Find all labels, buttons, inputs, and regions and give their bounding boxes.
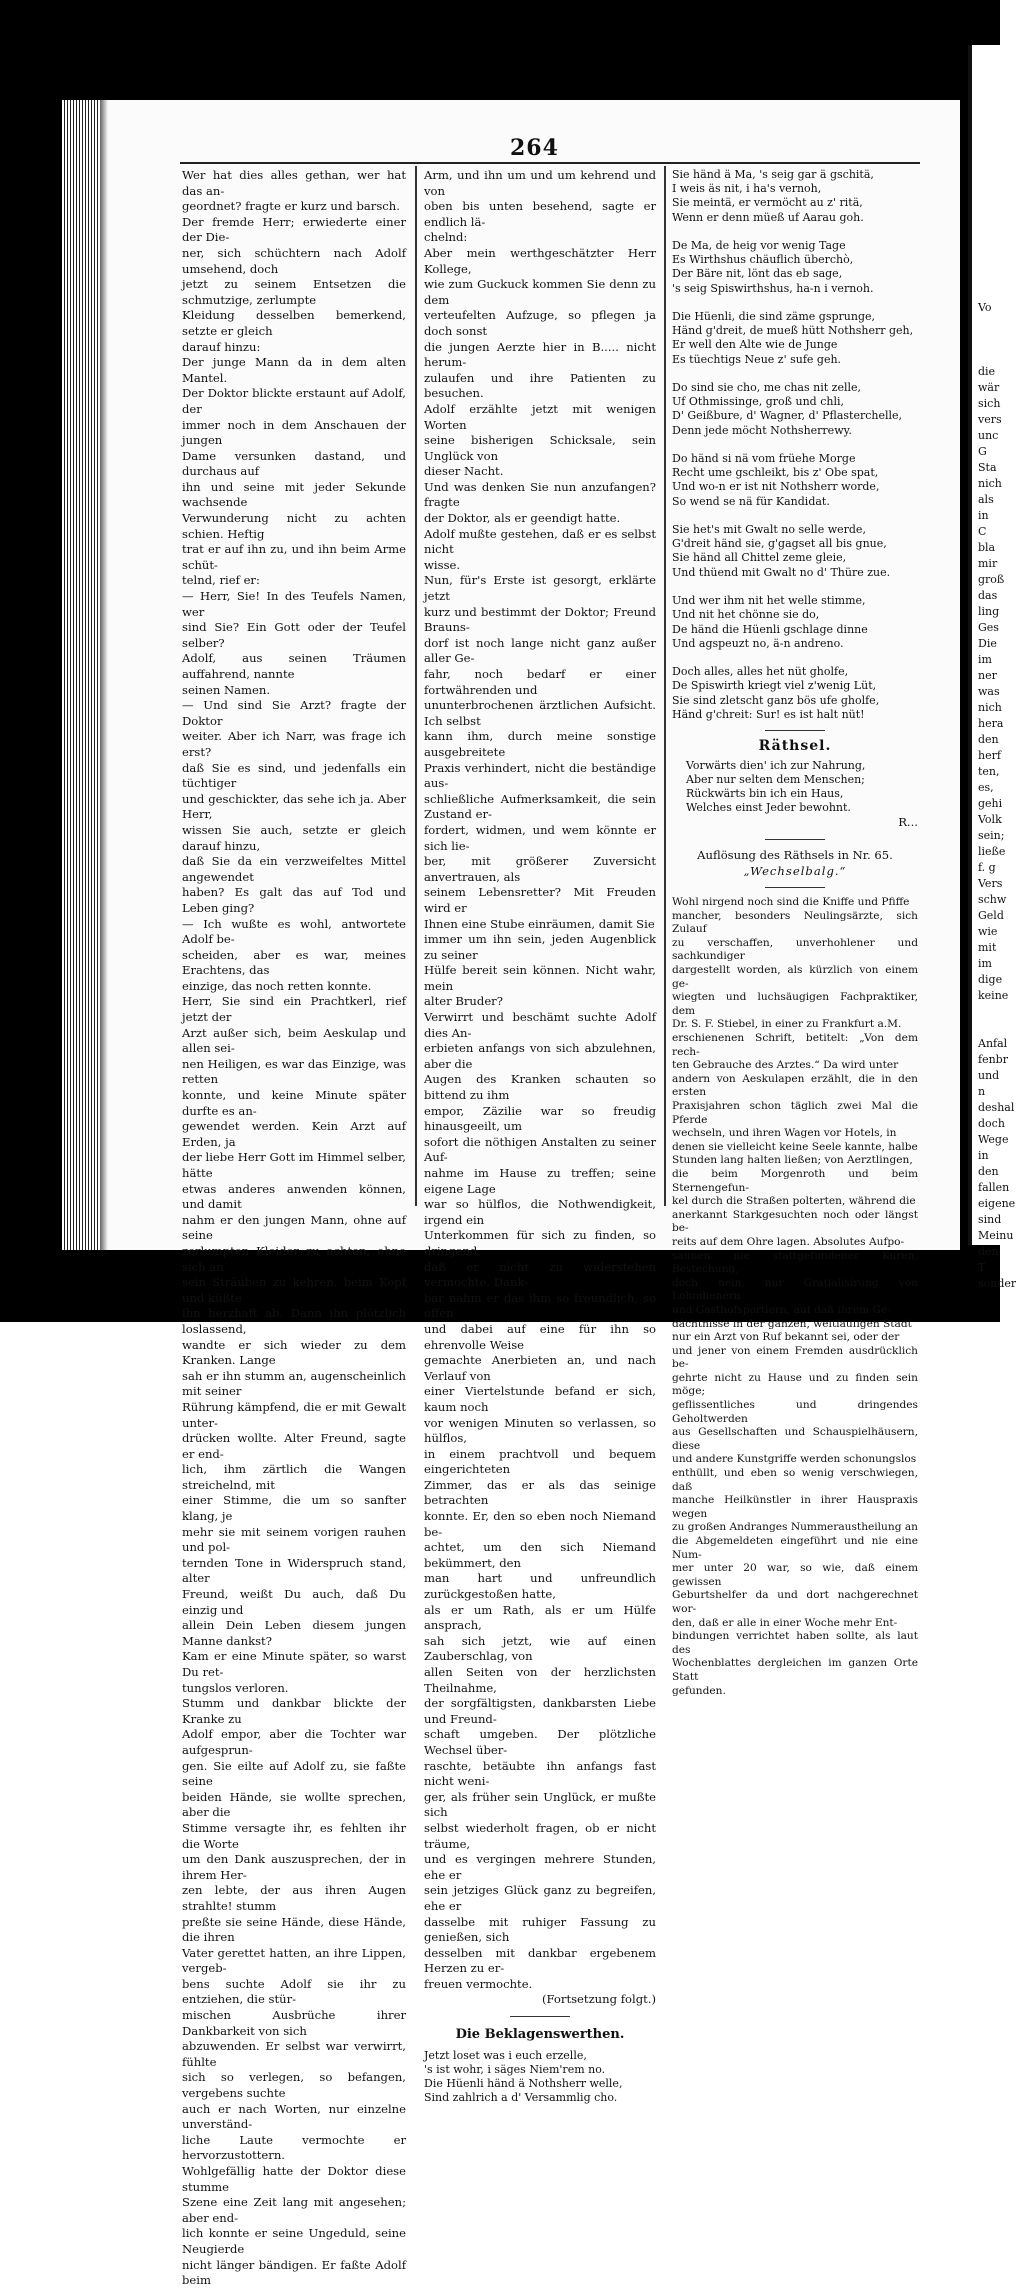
column-divider-1 [415,166,417,1206]
column-3 [672,168,918,1698]
paragraph: — Ich wußte es wohl, antwortete Adolf be- scheiden, aber es war, meines Erachtens, das einzige, das noch retten konnte. [182,916,406,993]
scan-background-left [0,0,62,1322]
riddle-signature: R... [898,815,918,830]
paragraph: Nun, für's Erste ist gesorgt, erklärte jetzt kurz und bestimmt der Doktor; Freund Brauns- dorf ist noch lange nicht ganz außer aller Ge- fahr, noch bedarf er einer fortwährenden und ununterbrochenen ärztlichen Aufsicht. Ich selbst kann ihm, durch meine sonstige ausgebreitete Praxis verhindert, nicht die beständige aus- schließliche Aufmerksamkeit, die sein Zustand er- fordert, widmen, und wem könnte er sich lie- ber, mit größerer Zuversicht anvertrauen, als seinem Lebensretter? Mit Freuden wird er Ihnen eine Stube einräumen, damit Sie immer um ihn sein, jeden Augenblick zu seiner Hülfe bereit sein können. Nicht wahr, mein alter Bruder? [424,573,656,1009]
paragraph: — Und sind Sie Arzt? fragte der Doktor weiter. Aber ich Narr, was frage ich erst? daß Sie es sind, und jedenfalls ein tüchtiger und geschickter, das sehe ich ja. Aber Herr, wissen Sie auch, setzte er gleich darauf hinzu, daß Sie da ein verzweifeltes Mittel angewendet haben? Es galt das auf Tod und Leben ging? [182,698,406,915]
column-1 [182,168,406,2289]
column-2 [424,168,656,2105]
scan-background-top [0,0,1000,100]
solution-heading: Auflösung des Räthsels in Nr. 65. [697,847,893,862]
paragraph: Der fremde Herr; erwiederte einer der Die- ner, sich schüchtern nach Adolf umsehend, doch jetzt zu seinem Entsetzen die schmutzige, zerlumpte Kleidung desselben bemerkend, setzte er gleich darauf hinzu: [182,214,406,354]
riddle-text: Vorwärts dien' ich zur Nahrung, Aber nur selten dem Menschen; Rückwärts bin ich ein Haus, Welches einst Jeder bewohnt. [686,758,866,815]
paragraph: Arm, und ihn um und um kehrend und von oben bis unten besehend, sagte er endlich lä- chelnd: [424,168,656,245]
paragraph: Wer hat dies alles gethan, wer hat das an- geordnet? fragte er kurz und barsch. [182,168,406,214]
facing-page-text: Vo die wär sich vers unc G Sta nich als in C bla mir groß das ling Ges Die im ner was nich hera den herf ten, es, gehi Volk sein; ließe f. g Vers schw Geld wie mit im dige keine Anfal fenbr und n deshal doch Wege in den fallen eigene sind Meinu den T sonder [978,301,1016,1290]
article-paragraph: Wohl nirgend noch sind die Kniffe und Pfiffe mancher, besonders Neulingsärzte, sich Zulauf zu verschaffen, unverhohlener und sachkundiger dargestellt worden, als kürzlich von einem ge- wiegten und luchsäugigen Fachpraktiker, dem Dr. S. F. Stiebel, in einer zu Frankfurt a.M. erschienenen Schrift, betitelt: „Von dem rech- ten Gebrauche des Arztes.“ Da wird unter andern von Aeskulapen erzählt, die in den ersten Praxisjahren schon täglich zwei Mal die Pferde wechseln, und ihren Wagen vor Hotels, in denen sie vielleicht keine Seele kannte, halbe Stunden lang halten ließen; von Aerztlingen, die beim Morgenroth und beim Sternengefun- kel durch die Straßen polterten, während die anerkannt Starkgesuchten noch oder längst be- reits auf dem Ohre lagen. Absolutes Aufpo- saunen nie stattgefundener Kuren, Bestechung, doch nein, nur Gratialisirung von Lohndienern und Gasthofsportiern, auf daß ihrem Ge- dächtnisse in der ganzen, weitläufigen Stadt nur ein Arzt von Ruf bekannt sei, oder der und jener von einem Fremden ausdrücklich be- gehrte nicht zu Hause und zu finden sein möge; geflissentliches und dringendes Geholtwerden aus Gesellschaften und Schauspielhäusern, diese und andere Kunstgriffe werden schonungslos enthüllt, und eben so wenig verschwiegen, daß manche Heilkünstler in ihrer Hauspraxis wegen zu großen Andranges Nummeraustheilung an die Abgemeldeten eingeführt und nie eine Num- mer unter 20 war, so wie, daß einem gewissen Geburtshelfer da und dort nachgerechnet wor- den, daß er alle in einer Woche mehr Ent- bindungen verrichtet haben sollte, als laut des Wochenblattes dergleichen im ganzen Orte Statt gefunden. [672,896,918,1697]
paragraph: Verwirrt und beschämt suchte Adolf dies An- erbieten anfangs von sich abzulehnen, aber die Augen des Kranken schauten so bittend zu ihm empor, Zäzilie war so freudig hinausgeeilt, um sofort die nöthigen Anstalten zu seiner Auf- nahme im Hause zu treffen; seine eigene Lage war so hülflos, die Nothwendigkeit, irgend ein Unterkommen für sich zu finden, so dringend, daß er nicht zu widerstehen vermochte. Dank- bar nahm er das ihm so freundlich, so offen und dabei auf eine für ihn so ehrenvolle Weise gemachte Anerbieten an, und nach Verlauf von einer Viertelstunde befand er sich, kaum noch vor wenigen Minuten so verlassen, so hülflos, in einem prachtvoll und bequem eingerichteten Zimmer, das er als das seinige betrachten konnte. Er, den so eben noch Niemand be- achtet, um den sich Niemand bekümmert, den man hart und unfreundlich zurückgestoßen hatte, als er um Rath, als er um Hülfe ansprach, sah sich jetzt, wie auf einen Zauberschlag, von allen Seiten von der herzlichsten Theilnahme, der sorgfältigsten, dankbarsten Liebe und Freund- schaft umgeben. Der plötzliche Wechsel über- raschte, betäubte ihn anfangs fast nicht weni- ger, als früher sein Unglück, er mußte sich selbst wiederholt fragen, ob er nicht träume, und es vergingen mehrere Stunden, ehe er sein jetziges Glück ganz zu begreifen, ehe er dasselbe mit ruhiger Fassung zu genießen, sich desselben mit dankbar ergebenem Herzen zu er- freuen vermochte. [424,1010,656,1991]
paragraph: Herr, Sie sind ein Prachtkerl, rief jetzt der Arzt außer sich, beim Aeskulap und allen sei- nen Heiligen, es war das Einzige, was retten konnte, und keine Minute später durfte es an- gewendet werden. Kein Arzt auf Erden, ja der liebe Herr Gott im Himmel selber, hätte etwas anderes anwenden können, und damit nahm er den jungen Mann, ohne auf seine zerlumpten Kleider zu achten, ohne sich an sein Sträuben zu kehren, beim Kopf und küßte ihn herzhaft ab. Dann ihn plötzlich loslassend, wandte er sich wieder zu dem Kranken. Lange sah er ihn stumm an, augenscheinlich mit seiner Rührung kämpfend, die er mit Gewalt unter- drücken wollte. Alter Freund, sagte er end- lich, ihm zärtlich die Wangen streichelnd, mit einer Stimme, die um so sanfter klang, je mehr sie mit seinem vorigen rauhen und pol- ternden Tone in Widerspruch stand, alter Freund, weißt Du auch, daß Du einzig und allein Dein Leben diesem jungen Manne dankst? Kam er eine Minute später, so warst Du ret- tungslos verloren. [182,994,406,1695]
poem-stanza: Jetzt loset was i euch erzelle, 's ist wohr, i säges Niem'rem no. Die Hüenli händ ä Nothsherr welle, Sind zahlrich a d' Versammlig cho. [424,2048,623,2105]
page-edge-stack [62,100,100,1250]
page-gutter-shadow [100,100,108,1250]
continuation-note: (Fortsetzung folgt.) [541,1992,656,2007]
paragraph: Der Doktor blickte erstaunt auf Adolf, der immer noch in dem Anschauen der jungen Dame versunken dastand, und durchaus auf ihn und seine mit jeder Sekunde wachsende Verwunderung nicht zu achten schien. Heftig trat er auf ihn zu, und ihn beim Arme schüt- telnd, rief er: [182,386,406,588]
header-rule [180,162,920,164]
paragraph: Aber mein werthgeschätzter Herr Kollege, wie zum Guckuck kommen Sie denn zu dem verteufelten Aufzuge, so pflegen ja doch sonst die jungen Aerzte hier in B..... nicht herum- zulaufen und ihre Patienten zu besuchen. [424,245,656,401]
column-divider-2 [664,166,666,1206]
riddle-title: Räthsel. [758,737,832,754]
section-rule [765,887,825,888]
paragraph: Der junge Mann da in dem alten Mantel. [182,355,406,385]
solution-word: „Wechselbalg.“ [743,863,847,878]
poem-title: Die Beklagenswerthen. [455,2027,625,2043]
section-rule [510,2016,570,2017]
paragraph: Stumm und dankbar blickte der Kranke zu Adolf empor, aber die Tochter war aufgesprun- gen. Sie eilte auf Adolf zu, sie faßte seine beiden Hände, sie wollte sprechen, aber die Stimme versagte ihr, es fehlten ihr die Worte um den Dank auszusprechen, der in ihrem Her- zen lebte, der aus ihren Augen strahlte! stumm preßte sie seine Hände, diese Hände, die ihren Vater gerettet hatten, an ihre Lippen, vergeb- bens suchte Adolf sie ihr zu entziehen, die stür- mischen Ausbrüche ihrer Dankbarkeit von sich abzuwenden. Er selbst war verwirrt, fühlte sich so verlegen, so befangen, vergebens suchte auch er nach Worten, nur einzelne unverständ- liche Laute vermochte er hervorzustottern. [182,1696,406,2163]
section-rule [765,730,825,731]
paragraph: Adolf mußte gestehen, daß er es selbst nicht wisse. [424,526,656,572]
paragraph: Wohlgefällig hatte der Doktor diese stumme Szene eine Zeit lang mit angesehen; aber end- lich konnte er seine Ungeduld, seine Neugierde nicht länger bändigen. Er faßte Adolf beim [182,2164,406,2288]
poem-continuation: Sie händ ä Ma, 's seig gar ä gschitä, I weis äs nit, i ha's vernoh, Sie meintä, er vermöcht au z' ritä, Wenn er denn müeß uf Aarau goh. De Ma, de heig vor wenig Tage Es Wirthshus chäuflich überchò, Der Bäre nit, lönt das eb sage, 's seig Spiswirthshus, ha-n i vernoh. Die Hüenli, die sind zäme gsprunge, Händ g'dreit, de mueß hütt Nothsherr geh, Er well den Alte wie de Junge Es tüechtigs Neue z' sufe geh. Do sind sie cho, me chas nit zelle, Uf Othmissinge, groß und chli, D' Geißbure, d' Wagner, d' Pflasterchelle, Denn jede möcht Nothsherrewy. Do händ si nä vom früehe Morge Recht ume gschleikt, bis z' Obe spat, Und wo-n er ist nit Nothsherr worde, So wend se nä für Kandidat. Sie het's mit Gwalt no selle werde, G'dreit händ sie, g'gagset all bis gnue, Sie händ all Chittel zeme gleie, Und thüend mit Gwalt no d' Thüre zue. Und wer ihm nit het welle stimme, Und nit het chönne sie do, De händ die Hüenli gschlage dinne Und agspeuzt no, ä-n andreno. Doch alles, alles het nüt gholfe, De Spiswirth kriegt viel z'wenig Lüt, Sie sind zletscht ganz bös ufe gholfe, Händ g'chreit: Sur! es ist halt nüt! [672,168,914,721]
paragraph: Adolf, aus seinen Träumen auffahrend, nannte seinen Namen. [182,651,406,697]
page-number: 264 [510,135,559,161]
paragraph: — Herr, Sie! In des Teufels Namen, wer sind Sie? Ein Gott oder der Teufel selber? [182,589,406,650]
section-rule [765,839,825,840]
paragraph: Und was denken Sie nun anzufangen? fragte der Doktor, als er geendigt hatte. [424,479,656,526]
paragraph: Adolf erzählte jetzt mit wenigen Worten seine bisherigen Schicksale, sein Unglück von dieser Nacht. [424,401,656,479]
